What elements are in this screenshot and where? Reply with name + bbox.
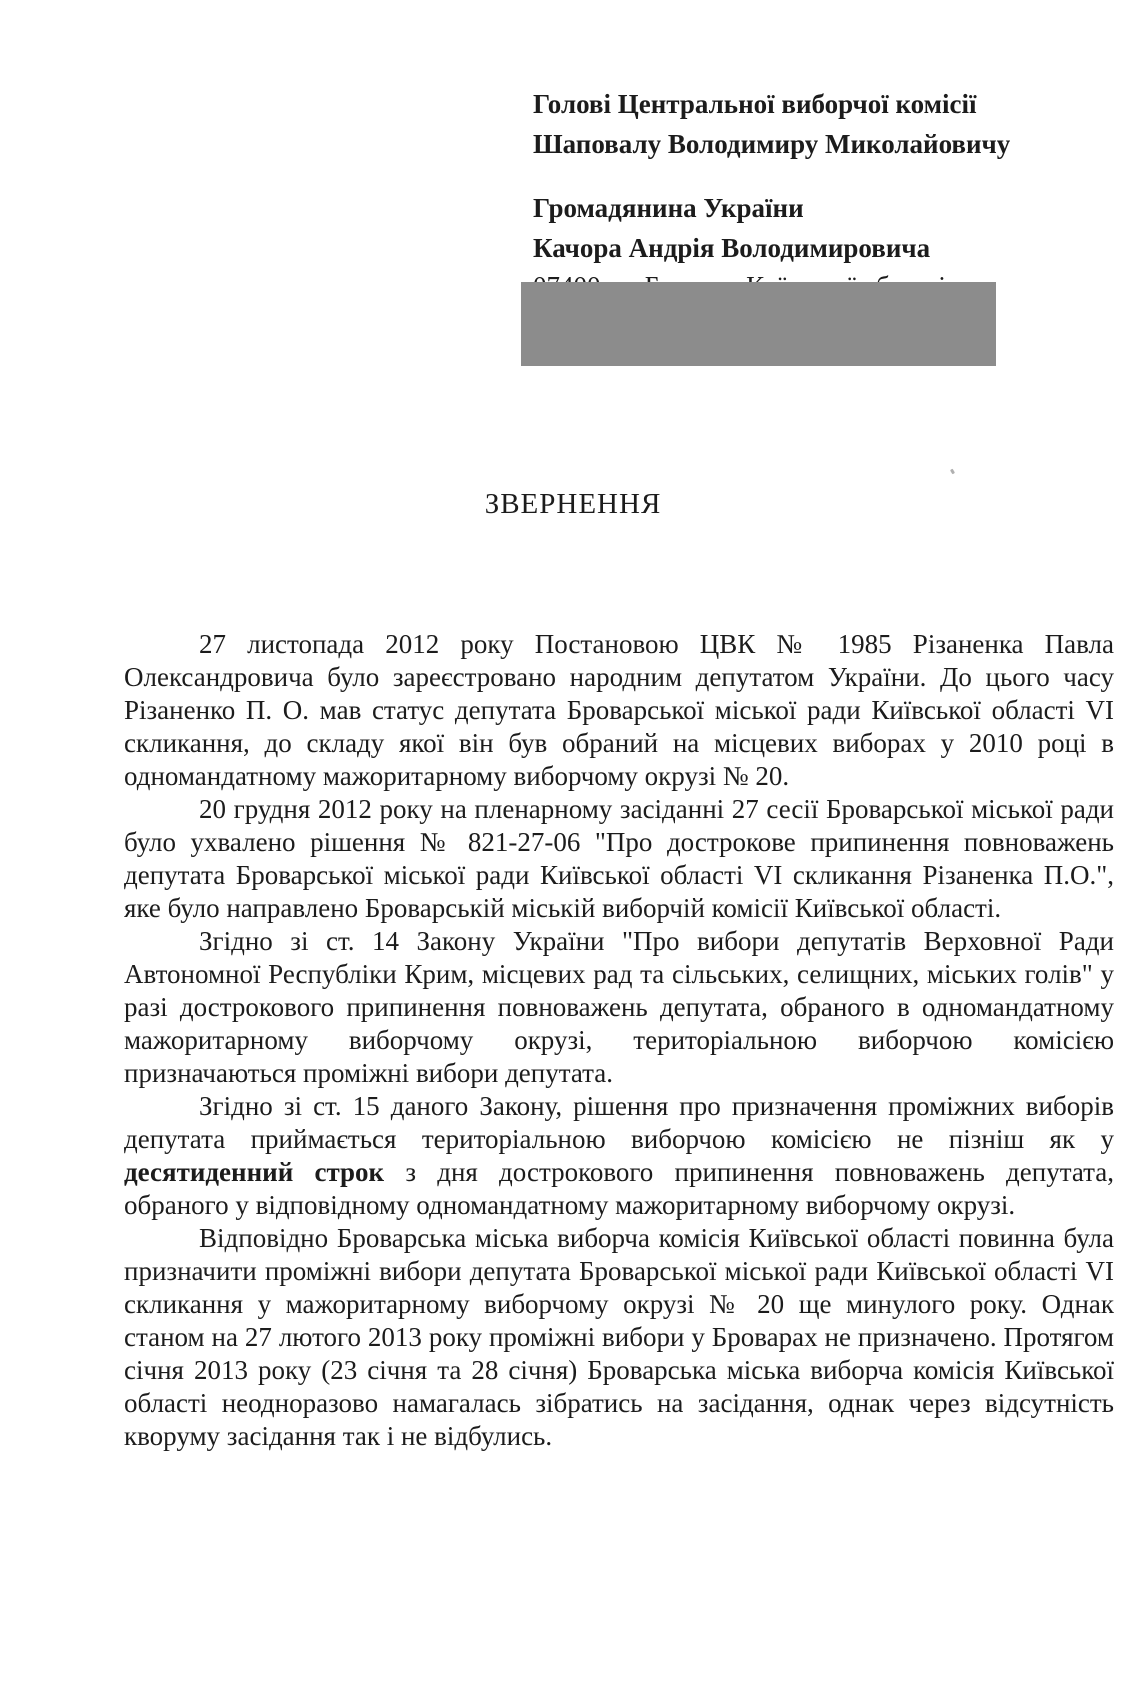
paragraph-4-end: з дня дострокового припинення повноважень депутата, обраного у відповідному одномандатному мажоритарному виборчому окрузі.	[124, 1157, 1114, 1220]
addressee-block	[533, 84, 1093, 306]
paragraph-5: Відповідно Броварська міська виборча комісія Київської області повинна була призначити проміжні вибори депутата Броварської міської ради Київської області VI скликання у мажоритарному виборчому окрузі № 20 ще минулого року. Однак станом на 27 лютого 2013 року проміжні вибори у Броварах не призначено. Протягом січня 2013 року (23 січня та 28 січня) Броварська міська виборча комісія Київської області неодноразово намагалась зібратись на засідання, однак через відсутність кворуму засідання так і не відбулись.	[124, 1223, 1114, 1451]
document-body	[124, 628, 1114, 1453]
scan-speck	[950, 469, 955, 475]
paragraph-3: Згідно зі ст. 14 Закону України "Про вибори депутатів Верховної Ради Автономної Республіки Крим, місцевих рад та сільських, селищних, міських голів" у разі дострокового припинення повноважень депутата, обраного в одномандатному мажоритарному виборчому окрузі, територіальною виборчою комісією призначаються проміжні вибори депутата.	[124, 926, 1114, 1088]
recipient-title: Голові Центральної виборчої комісії	[533, 89, 977, 119]
paragraph-4-emphasis: десятиденний строк	[124, 1157, 385, 1187]
recipient-name: Шаповалу Володимиру Миколайовичу	[533, 129, 1011, 159]
paragraph-4-start: Згідно зі ст. 15 даного Закону, рішення про призначення проміжних виборів депутата приймається територіальною виборчою комісією не пізніш як у	[124, 1091, 1114, 1154]
paragraph-2: 20 грудня 2012 року на пленарному засіданні 27 сесії Броварської міської ради було ухвалено рішення № 821-27-06 "Про дострокове припинення повноважень депутата Броварської міської ради Київської області VI скликання Різаненка П.О.", яке було направлено Броварській міській виборчій комісії Київської області.	[124, 794, 1114, 923]
document-title: ЗВЕРНЕННЯ	[484, 488, 662, 520]
paragraph-1: 27 листопада 2012 року Постановою ЦВК № 1985 Різаненка Павла Олександровича було зареєстровано народним депутатом України. До цього часу Різаненко П. О. мав статус депутата Броварської міської ради Київської області VI скликання, до складу якої він був обраний на місцевих виборах у 2010 році в одномандатному мажоритарному виборчому окрузі № 20.	[124, 629, 1114, 791]
redaction-block	[521, 282, 996, 366]
addressee-spacer	[533, 164, 1093, 188]
sender-title: Громадянина України	[533, 193, 804, 223]
sender-name: Качора Андрія Володимировича	[533, 233, 931, 263]
paragraph-4	[124, 1090, 1114, 1222]
